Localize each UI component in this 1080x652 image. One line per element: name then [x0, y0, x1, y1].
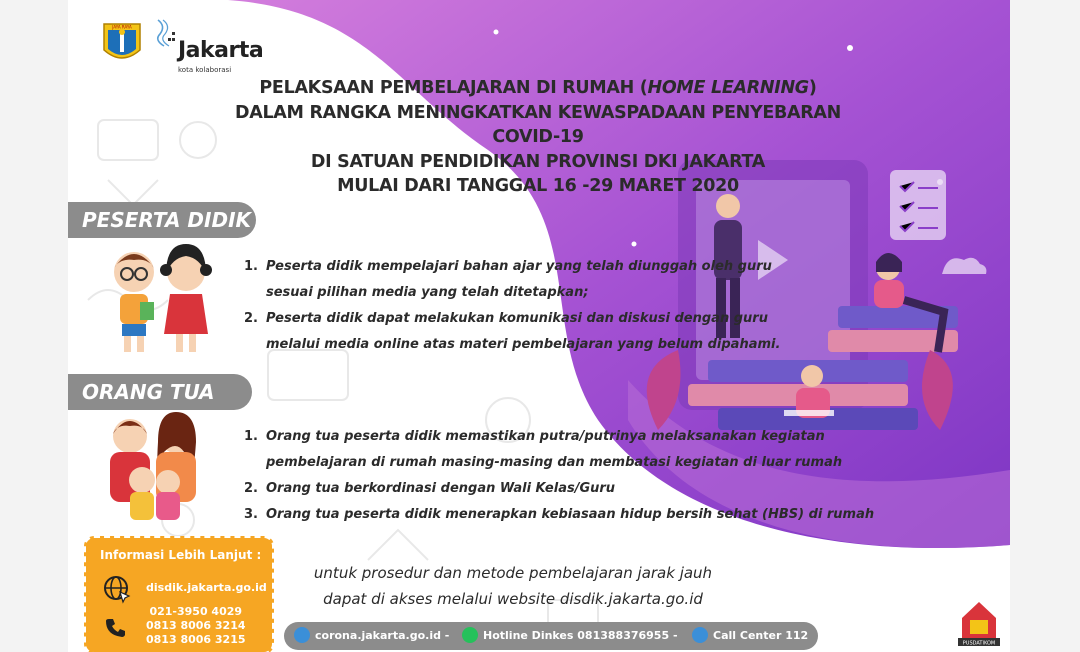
seal-text: JAYA RAYA — [112, 24, 132, 30]
dki-jakarta-seal-logo — [102, 22, 142, 66]
footer-callcenter[interactable] — [692, 622, 808, 650]
globe-icon — [102, 574, 132, 604]
list-item-number: 1. — [244, 429, 258, 444]
list-item-line: Peserta didik dapat melakukan komunikasi dan diskusi dengan guru — [266, 311, 768, 326]
phone-icon — [692, 627, 708, 643]
title-line-2: DALAM RANGKA MENINGKATKAN KEWASPADAAN PENYEBARAN — [234, 102, 842, 123]
jakarta-mark-icon — [154, 18, 178, 48]
title-line-1-prefix: PELAKSAAN PEMBELAJARAN DI RUMAH ( — [259, 78, 648, 98]
footer-callcenter-text: Call Center 112 — [713, 629, 809, 642]
list-item — [244, 424, 904, 476]
footer-hotline[interactable] — [462, 622, 678, 650]
procedure-note — [288, 560, 738, 612]
list-item-line: Peserta didik mempelajari bahan ajar yang telah diunggah oleh guru — [266, 259, 772, 274]
parents-section-heading: ORANG TUA — [68, 374, 252, 410]
title-line-1-italic: HOME LEARNING — [647, 78, 809, 98]
title-line-5: MULAI DARI TANGGAL 16 -29 MARET 2020 — [337, 176, 739, 196]
family-illustration — [96, 412, 212, 524]
jakarta-brand-tagline: kota kolaborasi — [178, 66, 232, 74]
list-item-line: Orang tua berkordinasi dengan Wali Kelas/Guru — [266, 481, 616, 496]
poster-title — [218, 76, 858, 199]
parents-list — [244, 424, 904, 528]
info-phones — [146, 605, 246, 647]
info-phone-3[interactable]: 0813 8006 3215 — [146, 633, 246, 646]
students-illustration — [100, 240, 220, 360]
info-phone-2[interactable]: 0813 8006 3214 — [146, 619, 246, 632]
list-item-line: Orang tua peserta didik memastikan putra/putrinya melaksanakan kegiatan — [266, 429, 825, 444]
poster — [68, 0, 1010, 652]
title-line-3: COVID-19 — [492, 127, 584, 147]
pusdatikom-logo — [956, 598, 1002, 648]
list-item — [244, 502, 904, 528]
procedure-line-1: untuk prosedur dan metode pembelajaran jarak jauh — [313, 564, 713, 582]
list-item-line: melalui media online atas materi pembelajaran yang belum dipahami. — [266, 337, 781, 352]
list-item — [244, 476, 904, 502]
footer-corona-text: corona.jakarta.go.id - — [315, 629, 450, 642]
list-item-number: 2. — [244, 311, 258, 326]
procedure-line-2: dapat di akses melalui website disdik.jakarta.go.id — [323, 590, 703, 608]
footer-contact-bar — [284, 622, 818, 650]
students-list — [244, 254, 804, 358]
jakarta-brand-name: Jakarta — [178, 38, 264, 63]
list-item — [244, 254, 804, 306]
whatsapp-icon — [462, 627, 478, 643]
footer-corona[interactable] — [294, 622, 449, 650]
title-line-1-suffix: ) — [808, 78, 817, 98]
title-line-4: DI SATUAN PENDIDIKAN PROVINSI DKI JAKARTA — [310, 151, 766, 172]
students-section-heading: PESERTA DIDIK — [68, 202, 256, 238]
title-line-1 — [218, 76, 858, 101]
info-phone-1[interactable]: 021-3950 4029 — [149, 605, 243, 618]
list-item-line: Orang tua peserta didik menerapkan kebiasaan hidup bersih sehat (HBS) di rumah — [266, 507, 875, 522]
list-item-line: pembelajaran di rumah masing-masing dan membatasi kegiatan di luar rumah — [266, 455, 843, 470]
footer-hotline-text: Hotline Dinkes 081388376955 - — [483, 629, 678, 642]
info-box-title: Informasi Lebih Lanjut : — [100, 548, 262, 562]
globe-icon — [294, 627, 310, 643]
pusdatikom-text: PUSDATIKOM — [962, 640, 996, 647]
jakarta-brand-logo — [154, 18, 274, 74]
info-box — [84, 536, 274, 652]
list-item-number: 3. — [244, 507, 258, 522]
list-item-line: sesuai pilihan media yang telah ditetapkan; — [266, 285, 589, 300]
list-item-number: 1. — [244, 259, 258, 274]
info-website[interactable]: disdik.jakarta.go.id — [146, 581, 267, 594]
phone-icon — [104, 616, 128, 640]
list-item — [244, 306, 804, 358]
list-item-number: 2. — [244, 481, 258, 496]
